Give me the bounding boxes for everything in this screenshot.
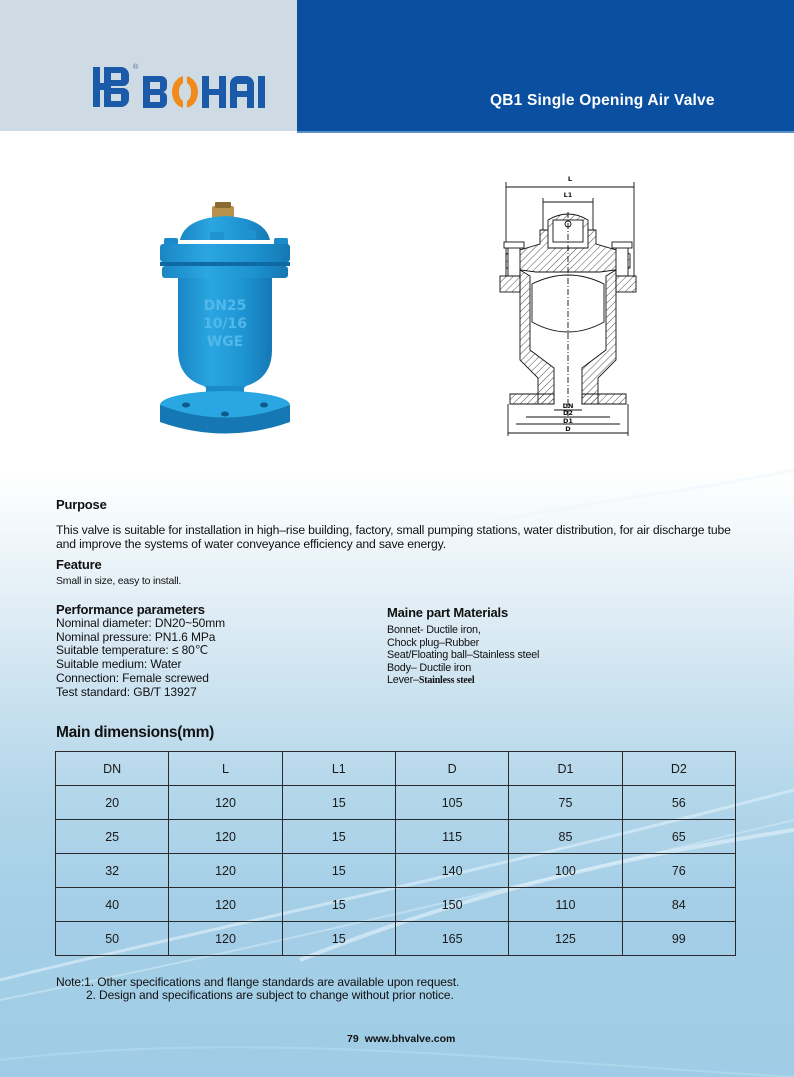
purpose-text xyxy=(56,523,794,551)
table-cell: 85 xyxy=(509,820,622,854)
table-cell: 15 xyxy=(282,888,395,922)
purpose-heading: Purpose xyxy=(56,497,107,512)
table-cell: 165 xyxy=(395,922,508,956)
table-row xyxy=(56,888,736,922)
material-item: Body– Ductile iron xyxy=(387,661,472,674)
column-header: D xyxy=(395,752,508,786)
material-item-prefix: Lever– xyxy=(387,674,419,686)
table-cell: 115 xyxy=(395,820,508,854)
performance-item: Connection: Female screwed xyxy=(56,670,209,685)
dim-label-d: D xyxy=(565,425,571,433)
material-item: Bonnet- Ductile iron, xyxy=(387,624,481,636)
bohai-logo xyxy=(93,64,268,112)
table-cell: 125 xyxy=(509,922,622,956)
column-header: D1 xyxy=(509,752,622,786)
dim-label-dn: DN xyxy=(562,402,574,410)
table-cell: 140 xyxy=(395,854,508,888)
valve-photo xyxy=(150,200,300,440)
casting-text-dn: DN25 xyxy=(203,298,247,314)
page-number: 79 xyxy=(347,1033,359,1045)
table-cell: 120 xyxy=(169,820,282,854)
table-cell: 15 xyxy=(282,786,395,820)
purpose-text-line-2: and improve the systems of water conveyance efficiency and save energy. xyxy=(56,537,446,551)
dimensions-heading: Main dimensions(mm) xyxy=(56,724,214,741)
table-cell: 120 xyxy=(169,922,282,956)
table-cell: 110 xyxy=(509,888,622,922)
material-item: Seat/Floating ball–Stainless steel xyxy=(387,649,540,661)
casting-text-material: WGE xyxy=(206,334,244,350)
dimensions-table xyxy=(55,751,736,956)
header-divider xyxy=(297,131,794,133)
column-header: L xyxy=(169,752,282,786)
product-title: QB1 Single Opening Air Valve xyxy=(490,92,715,109)
performance-item: Suitable medium: Water xyxy=(56,657,182,672)
materials-heading: Maine part Materials xyxy=(387,605,508,620)
table-cell: 40 xyxy=(56,888,169,922)
performance-item: Test standard: GB/T 13927 xyxy=(56,684,197,699)
column-header: L1 xyxy=(282,752,395,786)
registered-mark: ® xyxy=(133,64,139,71)
performance-item: Suitable temperature: ≤ 80℃ xyxy=(56,643,209,658)
table-cell: 25 xyxy=(56,820,169,854)
table-cell: 15 xyxy=(282,854,395,888)
cross-section-drawing xyxy=(490,172,650,442)
table-cell: 50 xyxy=(56,922,169,956)
table-cell: 15 xyxy=(282,922,395,956)
table-cell: 150 xyxy=(395,888,508,922)
feature-text: Small in size, easy to install. xyxy=(56,575,182,587)
casting-text-pn: 10/16 xyxy=(202,316,248,332)
column-header: D2 xyxy=(622,752,735,786)
note-line-2: 2. Design and specifications are subject to change without prior notice. xyxy=(86,988,454,1002)
table-cell: 76 xyxy=(622,854,735,888)
material-item: Chock plug–Rubber xyxy=(387,636,480,649)
table-row xyxy=(56,786,736,820)
notes xyxy=(56,976,459,1002)
table-row xyxy=(56,854,736,888)
column-header: DN xyxy=(56,752,169,786)
material-item-suffix: Stainless steel xyxy=(418,675,475,686)
table-row xyxy=(56,820,736,854)
table-cell: 105 xyxy=(395,786,508,820)
materials-list xyxy=(387,624,539,688)
table-cell: 100 xyxy=(509,854,622,888)
performance-item: Nominal diameter: DN20~50mm xyxy=(56,616,226,630)
website-link[interactable]: www.bhvalve.com xyxy=(364,1033,456,1045)
header-right-panel xyxy=(297,0,794,131)
table-cell: 99 xyxy=(622,922,735,956)
table-cell: 120 xyxy=(169,888,282,922)
dim-label-l: L xyxy=(567,175,573,183)
note-line-1: Note:1. Other specifications and flange standards are available upon request. xyxy=(56,975,460,989)
table-cell: 20 xyxy=(56,786,169,820)
table-row xyxy=(56,922,736,956)
table-cell: 75 xyxy=(509,786,622,820)
table-cell: 56 xyxy=(622,786,735,820)
table-cell: 15 xyxy=(282,820,395,854)
table-cell: 120 xyxy=(169,854,282,888)
dim-label-d2: D2 xyxy=(563,409,573,417)
table-cell: 120 xyxy=(169,786,282,820)
performance-item: Nominal pressure: PN1.6 MPa xyxy=(56,629,216,644)
table-cell: 32 xyxy=(56,854,169,888)
purpose-text-line-1: This valve is suitable for installation in high–rise building, factory, small pumping stations, water distribution, for air discharge tube xyxy=(56,523,731,537)
performance-list xyxy=(56,617,225,699)
table-cell: 84 xyxy=(622,888,735,922)
dim-label-l1: L1 xyxy=(563,191,573,199)
feature-heading: Feature xyxy=(56,557,102,572)
table-cell: 65 xyxy=(622,820,735,854)
page-footer xyxy=(347,1033,455,1045)
bohai-logo-mark-icon xyxy=(93,67,129,107)
bohai-wordmark xyxy=(143,76,268,108)
table-header-row xyxy=(56,752,736,786)
performance-heading: Performance parameters xyxy=(56,602,205,617)
material-item xyxy=(387,674,539,688)
dim-label-d1: D1 xyxy=(563,417,573,425)
